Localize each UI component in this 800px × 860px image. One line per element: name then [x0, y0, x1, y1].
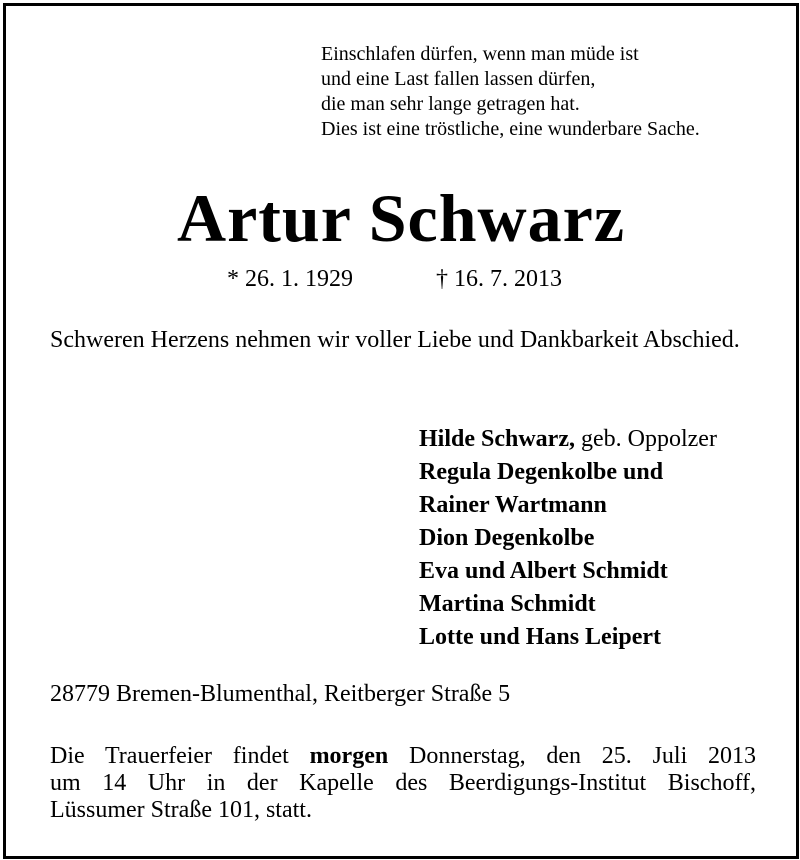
death-date: † 16. 7. 2013: [436, 266, 562, 292]
obituary-notice: [3, 3, 799, 859]
mourner: [419, 522, 717, 555]
mourner-name: Regula Degenkolbe und: [419, 459, 664, 485]
mourner-name: Martina Schmidt: [419, 591, 596, 617]
mourner-suffix: geb. Oppolzer: [575, 426, 717, 452]
birth-date: * 26. 1. 1929: [227, 266, 353, 292]
mourner-name: Lotte und Hans Leipert: [419, 624, 662, 650]
mourner-name: Dion Degenkolbe: [419, 525, 595, 551]
service-line-1: [50, 743, 756, 770]
poem-line: Einschlafen dürfen, wenn man müde ist: [321, 43, 639, 65]
poem-line: und eine Last fallen lassen dürfen,: [321, 68, 596, 90]
mourner-name: Hilde Schwarz,: [419, 426, 575, 452]
mourner: [419, 489, 717, 522]
poem-line: die man sehr lange getragen hat.: [321, 93, 580, 115]
farewell-text: Schweren Herzens nehmen wir voller Liebe und Dankbarkeit Abschied.: [50, 327, 740, 353]
poem-line: Dies ist eine tröstliche, eine wunderbare Sache.: [321, 118, 700, 140]
family-address: 28779 Bremen-Blumenthal, Reitberger Straße 5: [50, 681, 511, 707]
mourner: [419, 621, 717, 654]
service-emphasis: morgen: [309, 743, 389, 769]
service-date: Donnerstag, den 25. Juli 2013: [388, 743, 757, 769]
poem: [321, 42, 700, 142]
mourner: [419, 456, 717, 489]
mourners-list: [419, 423, 717, 654]
mourner-name: Eva und Albert Schmidt: [419, 558, 668, 584]
mourner: [419, 588, 717, 621]
service-line-2: um 14 Uhr in der Kapelle des Beerdigungs-Institut Bischoff,: [50, 770, 756, 796]
deceased-name: Artur Schwarz: [177, 180, 625, 256]
mourner: [419, 555, 717, 588]
service-line-3: Lüssumer Straße 101, statt.: [50, 797, 312, 823]
service-text: Die Trauerfeier findet: [50, 743, 310, 769]
mourner: [419, 423, 717, 456]
mourner-name: Rainer Wartmann: [419, 492, 607, 518]
funeral-service-info: [50, 743, 756, 824]
